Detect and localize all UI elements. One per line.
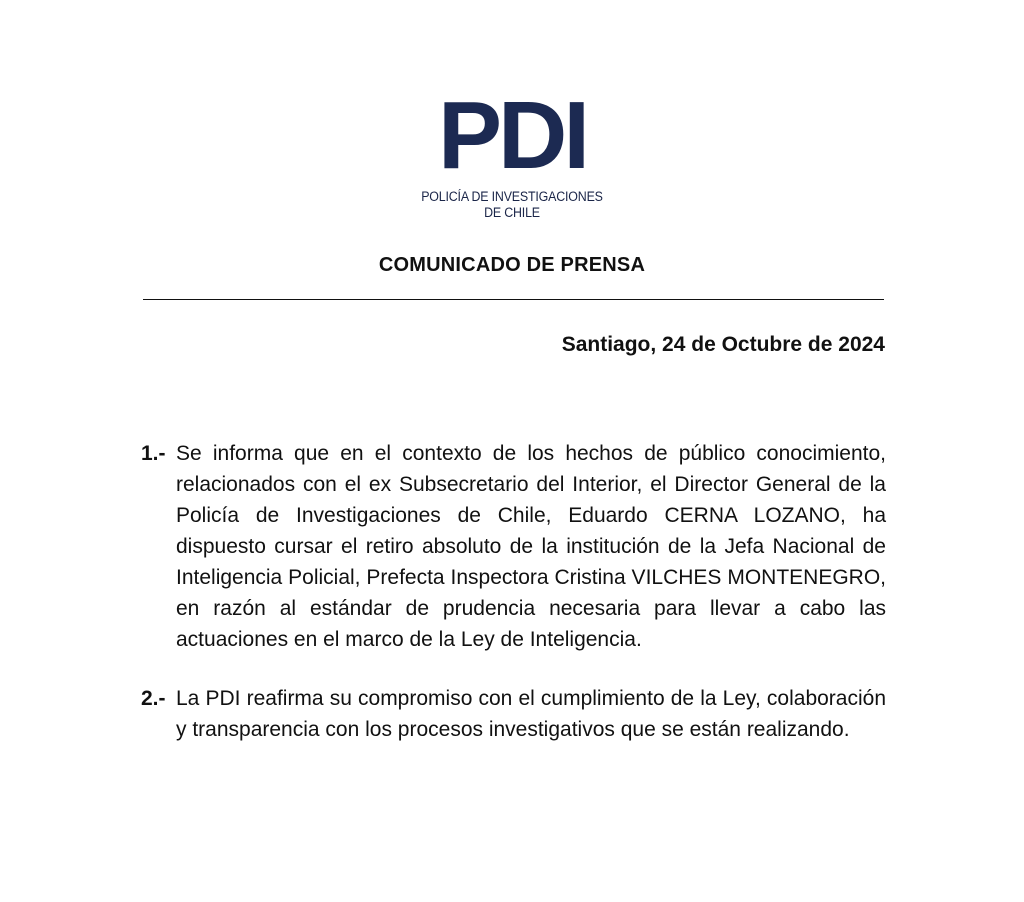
date-line: Santiago, 24 de Octubre de 2024 — [561, 333, 885, 356]
paragraph-text: Se informa que en el contexto de los hechos de público conocimiento, relacionados con el ex Subsecretario del Interior, el Director General de la Policía de Investigaciones de Chile, Eduardo CERNA LOZANO, ha dispuesto cursar el retiro absoluto de la institución de la Jefa Nacional de Inteligencia Policial, Prefecta Inspectora Cristina VILCHES MONTENEGRO, en razón al estándar de prudencia necesaria para llevar a cabo las actuaciones en el marco de la Ley de Inteligencia. — [176, 442, 886, 651]
title-divider — [143, 299, 884, 300]
logo-subtitle-line1: POLICÍA DE INVESTIGACIONES — [421, 189, 603, 204]
paragraph-number: 1.- — [141, 442, 166, 465]
numbered-paragraph-2 — [141, 683, 886, 745]
paragraph-number: 2.- — [141, 687, 166, 710]
pdi-logo — [0, 92, 1024, 178]
logo-subtitle — [41, 189, 983, 221]
pdi-logo-mark — [437, 92, 587, 178]
numbered-paragraph-1 — [141, 438, 886, 655]
svg-text:PDI: PDI — [437, 92, 587, 178]
document-title: COMUNICADO DE PRENSA — [378, 254, 646, 276]
logo-subtitle-line2: DE CHILE — [484, 205, 540, 220]
paragraph-text: La PDI reafirma su compromiso con el cumplimiento de la Ley, colaboración y transparencia con los procesos investigativos que se están realizando. — [176, 687, 886, 741]
